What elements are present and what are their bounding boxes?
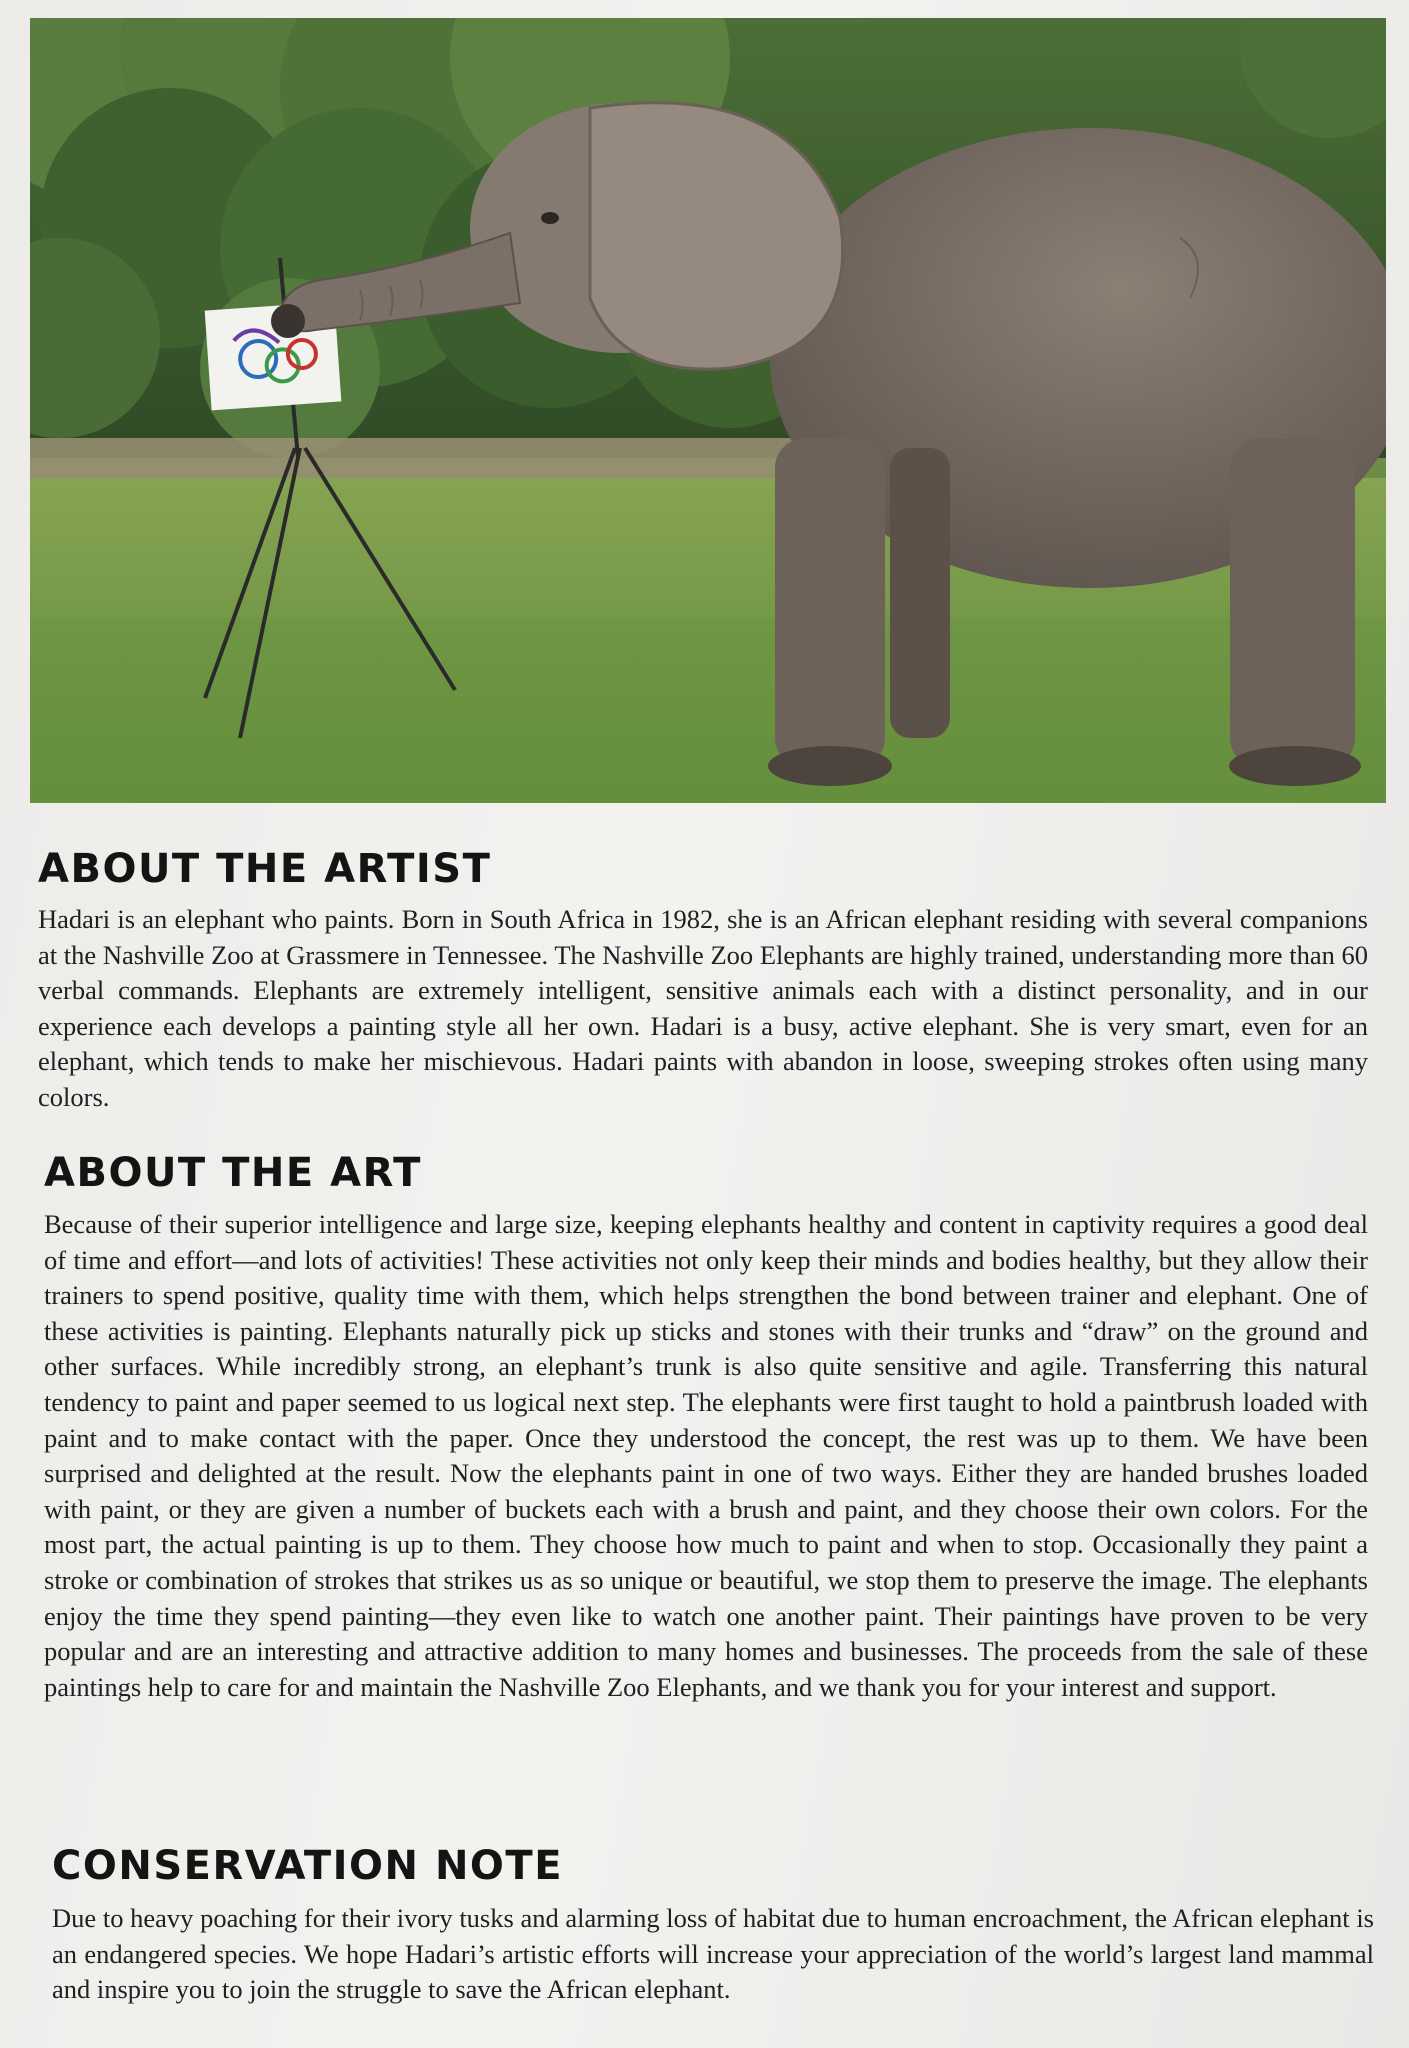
- conservation-note-text: Due to heavy poaching for their ivory tusks and alarming loss of habitat due to human encroachment, the African elephant is an endangered species. We hope Hadari’s artistic efforts will increase your appreciation of the world’s largest land mammal and inspire you to join the struggle to save the African elephant.: [52, 1903, 1374, 2005]
- about-the-art-text: Because of their superior intelligence and large size, keeping elephants healthy and content in captivity requires a good deal of time and effort—and lots of activities! These activities not only keep their minds and bodies healthy, but they allow their trainers to spend positive, quality time with them, which helps strengthen the bond between trainer and elephant. One of these activities is painting. Elephants naturally pick up sticks and stones with their trunks and “draw” on the ground and other surfaces. While incredibly strong, an elephant’s trunk is also quite sensitive and agile. Transferring this natural tendency to paint and paper seemed to us logical next step. The elephants were first taught to hold a paintbrush loaded with paint and to make contact with the paper. Once they understood the concept, the rest was up to them. We have been surprised and delighted at the result. Now the elephants paint in one of two ways. Either they are handed brushes loaded with paint, or they are given a number of buckets each with a brush and paint, and they choose their own colors. For the most part, the actual painting is up to them. They choose how much to paint and when to stop. Occasionally they paint a stroke or combination of strokes that strikes us as so unique or beautiful, we stop them to preserve the image. The elephants enjoy the time they spend painting—they even like to watch one another paint. Their paintings have proven to be very popular and are an interesting and attractive addition to many homes and businesses. The proceeds from the sale of these paintings help to care for and maintain the Nashville Zoo Elephants, and we thank you for your interest and support.: [44, 1209, 1368, 1702]
- about-the-artist-heading: ABOUT THE ARTIST: [38, 846, 492, 892]
- elephant-painting-photo: [30, 18, 1386, 803]
- about-the-art-heading: ABOUT THE ART: [44, 1150, 422, 1196]
- conservation-note-heading: CONSERVATION NOTE: [52, 1843, 564, 1889]
- about-the-artist-text: Hadari is an elephant who paints. Born in South Africa in 1982, she is an African elephant residing with several companions at the Nashville Zoo at Grassmere in Tennessee. The Nashville Zoo Elephants are highly trained, understanding more than 60 verbal commands. Elephants are extremely intelligent, sensitive animals each with a distinct personality, and in our experience each develops a painting style all her own. Hadari is a busy, active elephant. She is very smart, even for an elephant, which tends to make her mischievous. Hadari paints with abandon in loose, sweeping strokes often using many colors.: [38, 904, 1368, 1112]
